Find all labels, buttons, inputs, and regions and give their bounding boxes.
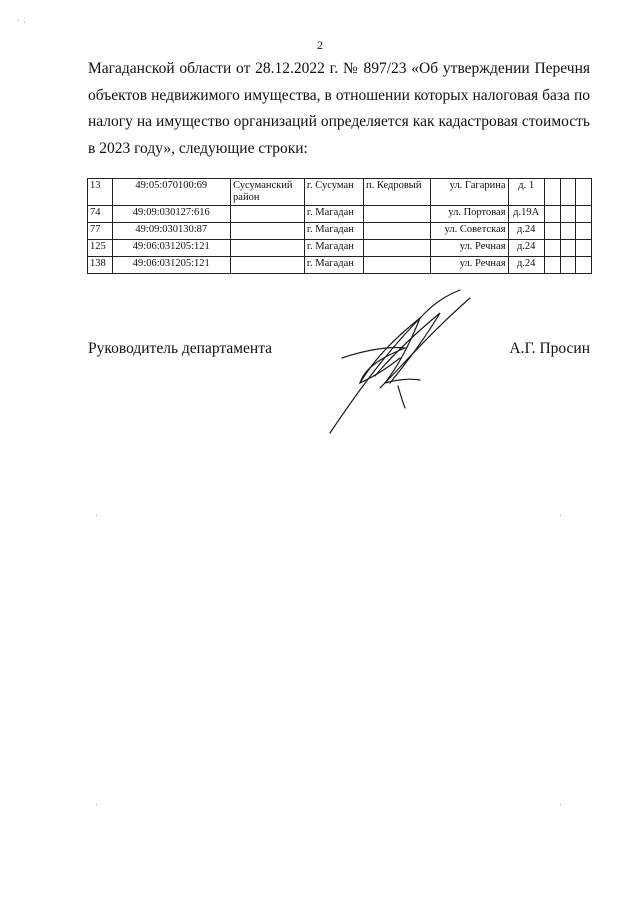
cell-street: ул. Портовая bbox=[430, 206, 508, 223]
cell-house: д. 1 bbox=[508, 179, 544, 206]
cell-cadastral-number: 49:05:070100:69 bbox=[112, 179, 231, 206]
cell-district bbox=[231, 240, 305, 257]
cell-number: 77 bbox=[88, 223, 113, 240]
table-row bbox=[88, 240, 592, 257]
cell-district: Сусуманский район bbox=[231, 179, 305, 206]
table-row bbox=[88, 206, 592, 223]
cell-street: ул. Советская bbox=[430, 223, 508, 240]
signatory-name: А.Г. Просин bbox=[509, 340, 590, 357]
cell-house: д.19А bbox=[508, 206, 544, 223]
table-row bbox=[88, 223, 592, 240]
cell-city: г. Магадан bbox=[304, 206, 363, 223]
cell-settlement bbox=[363, 257, 430, 274]
cell-number: 125 bbox=[88, 240, 113, 257]
cell-street: ул. Речная bbox=[430, 257, 508, 274]
cell-empty bbox=[544, 223, 560, 240]
cell-empty bbox=[544, 240, 560, 257]
cell-empty bbox=[576, 223, 592, 240]
cell-house: д.24 bbox=[508, 257, 544, 274]
cell-empty bbox=[560, 257, 576, 274]
cell-settlement bbox=[363, 206, 430, 223]
cell-number: 138 bbox=[88, 257, 113, 274]
cell-cadastral-number: 49:09:030130:87 bbox=[112, 223, 231, 240]
signatory-title: Руководитель департамента bbox=[88, 340, 273, 357]
handwritten-signature bbox=[320, 288, 480, 438]
cell-empty bbox=[560, 206, 576, 223]
cell-empty bbox=[544, 206, 560, 223]
cell-cadastral-number: 49:06:031205:121 bbox=[112, 257, 231, 274]
cell-empty bbox=[560, 179, 576, 206]
cell-empty bbox=[560, 240, 576, 257]
cell-empty bbox=[576, 257, 592, 274]
table-row bbox=[88, 257, 592, 274]
cell-district bbox=[231, 223, 305, 240]
cell-street: ул. Гагарина bbox=[430, 179, 508, 206]
cell-house: д.24 bbox=[508, 240, 544, 257]
cell-city: г. Магадан bbox=[304, 223, 363, 240]
cell-number: 74 bbox=[88, 206, 113, 223]
cell-empty bbox=[544, 257, 560, 274]
cell-city: г. Магадан bbox=[304, 257, 363, 274]
cell-settlement bbox=[363, 240, 430, 257]
cell-city: г. Магадан bbox=[304, 240, 363, 257]
cell-house: д.24 bbox=[508, 223, 544, 240]
cell-empty bbox=[576, 179, 592, 206]
cell-city: г. Сусуман bbox=[304, 179, 363, 206]
cell-empty bbox=[576, 240, 592, 257]
cell-empty bbox=[560, 223, 576, 240]
cell-empty bbox=[576, 206, 592, 223]
page-number: 2 bbox=[317, 38, 323, 52]
cell-district bbox=[231, 206, 305, 223]
cell-empty bbox=[544, 179, 560, 206]
cell-settlement: п. Кедровый bbox=[363, 179, 430, 206]
cell-street: ул. Речная bbox=[430, 240, 508, 257]
cell-district bbox=[231, 257, 305, 274]
cell-cadastral-number: 49:06:031205:121 bbox=[112, 240, 231, 257]
body-paragraph: Магаданской области от 28.12.2022 г. № 897/23 «Об утверждении Перечня объектов недвижимого имущества, в отношении которых налоговая база по налогу на имущество организаций определяется как кадастровая стоимость в 2023 году», следующие строки: bbox=[88, 60, 590, 157]
table-row bbox=[88, 179, 592, 206]
property-table bbox=[87, 178, 592, 274]
cell-settlement bbox=[363, 223, 430, 240]
cell-cadastral-number: 49:09:030127:616 bbox=[112, 206, 231, 223]
cell-number: 13 bbox=[88, 179, 113, 206]
